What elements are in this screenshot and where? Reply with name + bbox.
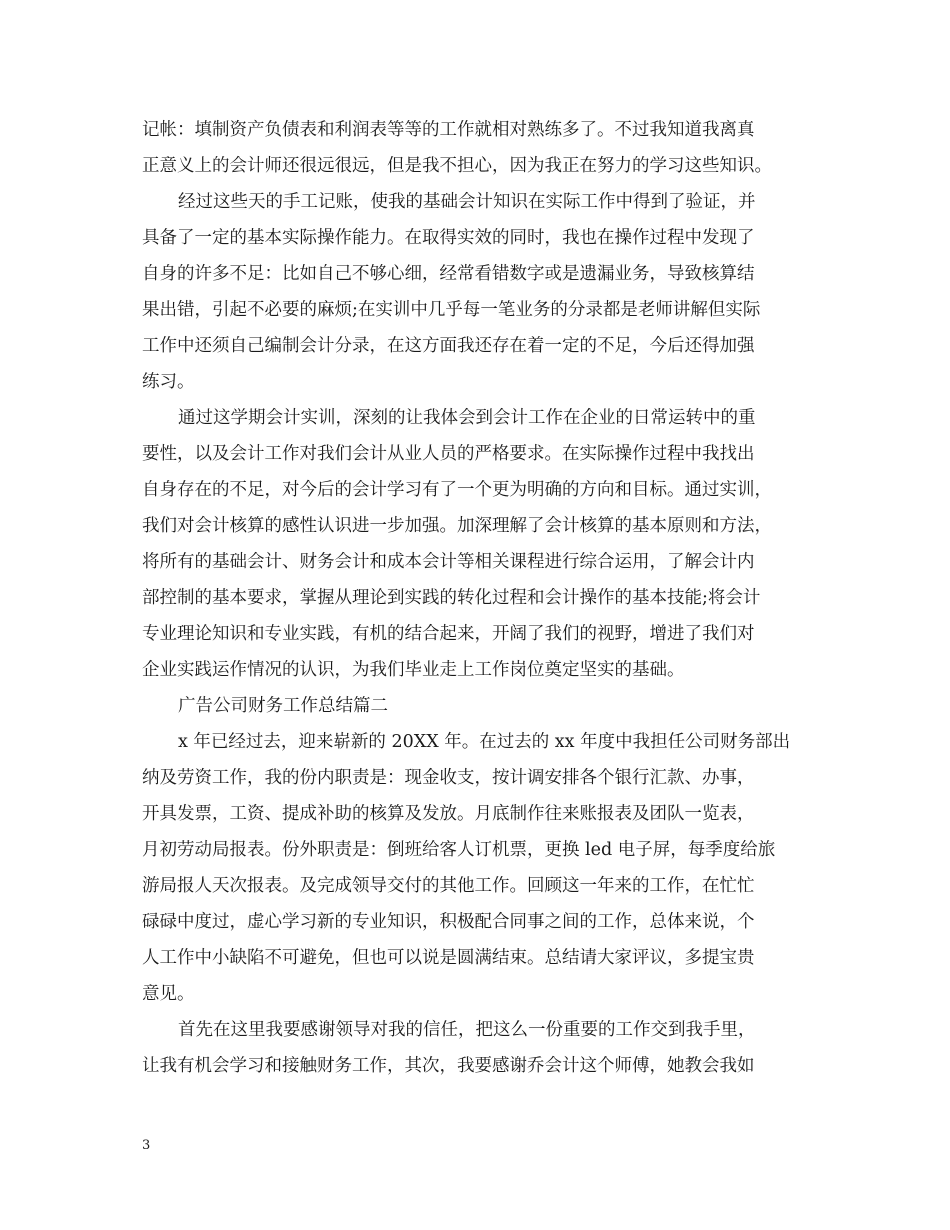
text-line: 碌碌中度过，虚心学习新的专业知识，积极配合同事之间的工作，总体来说，个 [142, 912, 755, 932]
text-line: 自身存在的不足，对今后的会计学习有了一个更为明确的方向和目标。通过实训， [142, 480, 772, 500]
text-line: 首先在这里我要感谢领导对我的信任，把这么一份重要的工作交到我手里， [178, 1020, 756, 1040]
text-line: 果出错，引起不必要的麻烦;在实训中几乎每一笔业务的分录都是老师讲解但实际 [142, 300, 761, 320]
text-line: 要性，以及会计工作对我们会计从业人员的严格要求。在实际操作过程中我找出 [142, 444, 755, 464]
text-line: 自身的许多不足：比如自己不够心细，经常看错数字或是遗漏业务，导致核算结 [142, 264, 755, 284]
text-line: 部控制的基本要求，掌握从理论到实践的转化过程和会计操作的基本技能;将会计 [142, 588, 761, 608]
text-line: 记帐：填制资产负债表和利润表等等的工作就相对熟练多了。不过我知道我离真 [142, 120, 755, 140]
text-line: 游局报人天次报表。及完成领导交付的其他工作。回顾这一年来的工作，在忙忙 [142, 876, 755, 896]
text-line: 让我有机会学习和接触财务工作，其次，我要感谢乔会计这个师傅，她教会我如 [142, 1056, 755, 1076]
page-number: 3 [142, 1138, 151, 1153]
text-line: 专业理论知识和专业实践，有机的结合起来，开阔了我们的视野，增进了我们对 [142, 624, 755, 644]
text-line: 工作中还须自己编制会计分录，在这方面我还存在着一定的不足，今后还得加强 [142, 336, 755, 356]
text-line: x 年已经过去，迎来崭新的 20XX 年。在过去的 xx 年度中我担任公司财务部出 [178, 732, 791, 752]
text-line: 人工作中小缺陷不可避免，但也可以说是圆满结束。总结请大家评议，多提宝贵 [142, 948, 755, 968]
text-line: 意见。 [142, 984, 195, 1004]
text-line: 经过这些天的手工记账，使我的基础会计知识在实际工作中得到了验证，并 [178, 192, 756, 212]
document-body [142, 112, 806, 1084]
text-line: 具备了一定的基本实际操作能力。在取得实效的同时，我也在操作过程中发现了 [142, 228, 755, 248]
text-line: 企业实践运作情况的认识，为我们毕业走上工作岗位奠定坚实的基础。 [142, 660, 685, 680]
text-line: 开具发票，工资、提成补助的核算及发放。月底制作往来账报表及团队一览表， [142, 804, 755, 824]
text-line: 将所有的基础会计、财务会计和成本会计等相关课程进行综合运用，了解会计内 [142, 552, 755, 572]
text-line: 广告公司财务工作总结篇二 [178, 696, 388, 716]
text-line: 通过这学期会计实训，深刻的让我体会到会计工作在企业的日常运转中的重 [178, 408, 756, 428]
text-line: 纳及劳资工作，我的份内职责是：现金收支，按计调安排各个银行汇款、办事， [142, 768, 755, 788]
text-line: 月初劳动局报表。份外职责是：倒班给客人订机票，更换 led 电子屏，每季度给旅 [142, 840, 776, 860]
text-line: 我们对会计核算的感性认识进一步加强。加深理解了会计核算的基本原则和方法， [142, 516, 772, 536]
text-line: 正意义上的会计师还很远很远，但是我不担心，因为我正在努力的学习这些知识。 [142, 156, 772, 176]
text-line: 练习。 [142, 372, 195, 392]
